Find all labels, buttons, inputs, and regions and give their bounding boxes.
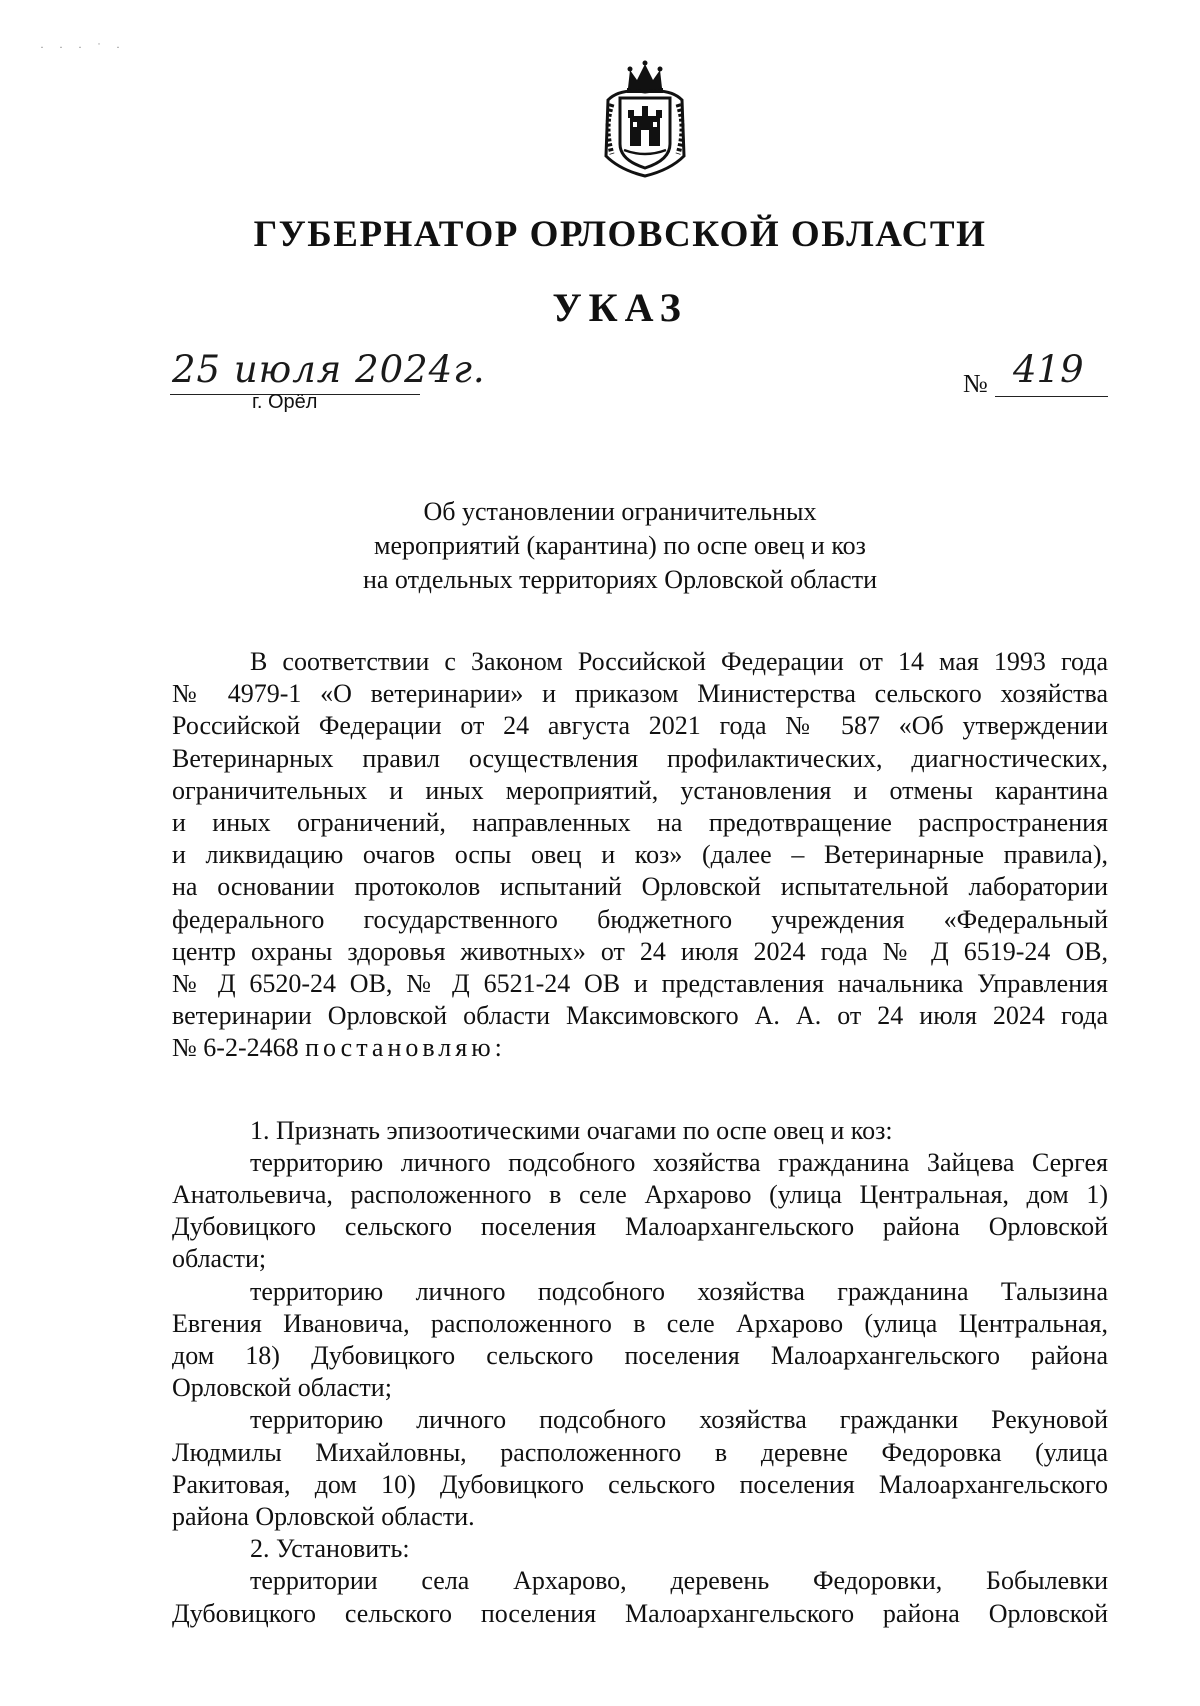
item-2-line: Дубовицкого сельского поселения Малоархангельского района Орловской	[172, 1598, 1108, 1628]
item-1-heading: 1. Признать эпизоотическими очагами по оспе овец и коз:	[250, 1115, 893, 1145]
item-1-line: Анатольевича, расположенного в селе Архарово (улица Центральная, дом 1)	[172, 1180, 1108, 1210]
item-2-heading: 2. Установить:	[250, 1534, 410, 1564]
item-1-line: территорию личного подсобного хозяйства гражданина Зайцева Сергея	[250, 1147, 1108, 1177]
preamble-line: № Д 6520-24 ОВ, № Д 6521-24 ОВ и представления начальника Управления	[172, 969, 1108, 999]
item-1-line: территорию личного подсобного хозяйства гражданки Рекуновой	[250, 1405, 1108, 1435]
preamble-line: ветеринарии Орловской области Максимовского А. А. от 24 июля 2024 года	[172, 1001, 1108, 1031]
preamble-line: и иных ограничений, направленных на предотвращение распространения	[172, 808, 1108, 838]
preamble-line: центр охраны здоровья животных» от 24 июля 2024 года № Д 6519-24 ОВ,	[172, 936, 1108, 966]
reference-number: № 6-2-2468	[172, 1033, 299, 1063]
preamble-line: В соответствии с Законом Российской Федерации от 14 мая 1993 года	[250, 647, 1108, 676]
preamble-line: на основании протоколов испытаний Орловской испытательной лаборатории	[172, 872, 1108, 902]
item-1-line: Людмилы Михайловны, расположенного в деревне Федоровка (улица	[172, 1437, 1108, 1467]
coat-of-arms-emblem	[600, 58, 690, 180]
item-1-line: Евгения Ивановича, расположенного в селе Архарово (улица Центральная,	[172, 1308, 1108, 1338]
title-line: мероприятий (карантина) по оспе овец и коз	[374, 531, 866, 560]
coat-of-arms-icon	[600, 58, 690, 180]
handwritten-date: 25 июля 2024г.	[172, 348, 486, 391]
resolution-keyword: постановляю:	[305, 1033, 506, 1063]
paragraph-gap	[172, 1065, 1108, 1115]
title-line: Об установлении ограничительных	[423, 497, 817, 526]
preamble-line: ограничительных и иных мероприятий, установления и отмены карантина	[172, 775, 1108, 805]
preamble-line: федерального государственного бюджетного учреждения «Федеральный	[172, 904, 1108, 934]
decree-body	[172, 646, 1108, 1630]
preamble-line: Российской Федерации от 24 августа 2021 года № 587 «Об утверждении	[172, 711, 1108, 741]
preamble-line: Ветеринарных правил осуществления профилактических, диагностических,	[172, 743, 1108, 773]
preamble-line: № 4979-1 «О ветеринарии» и приказом Министерства сельского хозяйства	[172, 679, 1108, 709]
item-1-line: Орловской области;	[172, 1373, 392, 1403]
decree-title	[250, 495, 990, 597]
item-1-line: Ракитовая, дом 10) Дубовицкого сельского поселения Малоархангельского	[172, 1469, 1108, 1499]
preamble-final-line	[172, 1032, 1108, 1064]
authority-heading: ГУБЕРНАТОР ОРЛОВСКОЙ ОБЛАСТИ	[253, 214, 987, 255]
city-label: г. Орёл	[252, 391, 318, 413]
number-underline	[995, 396, 1108, 397]
document-type-heading: УКАЗ	[552, 285, 688, 330]
handwritten-number: 419	[1013, 348, 1084, 391]
title-line: на отдельных территориях Орловской области	[362, 565, 878, 594]
scan-specks: · · · ˙ ·	[40, 40, 126, 54]
item-1-line: области;	[172, 1244, 267, 1274]
preamble-line: и ликвидацию очагов оспы овец и коз» (далее – Ветеринарные правила),	[172, 840, 1108, 870]
item-1-line: территорию личного подсобного хозяйства гражданина Талызина	[250, 1276, 1108, 1306]
item-1-line: района Орловской области.	[172, 1502, 475, 1532]
item-2-line: территории села Архарово, деревень Федоровки, Бобылевки	[250, 1566, 1108, 1596]
item-1-line: Дубовицкого сельского поселения Малоархангельского района Орловской	[172, 1212, 1108, 1242]
item-1-line: дом 18) Дубовицкого сельского поселения Малоархангельского района	[172, 1341, 1108, 1371]
number-sign-label: №	[963, 369, 988, 398]
